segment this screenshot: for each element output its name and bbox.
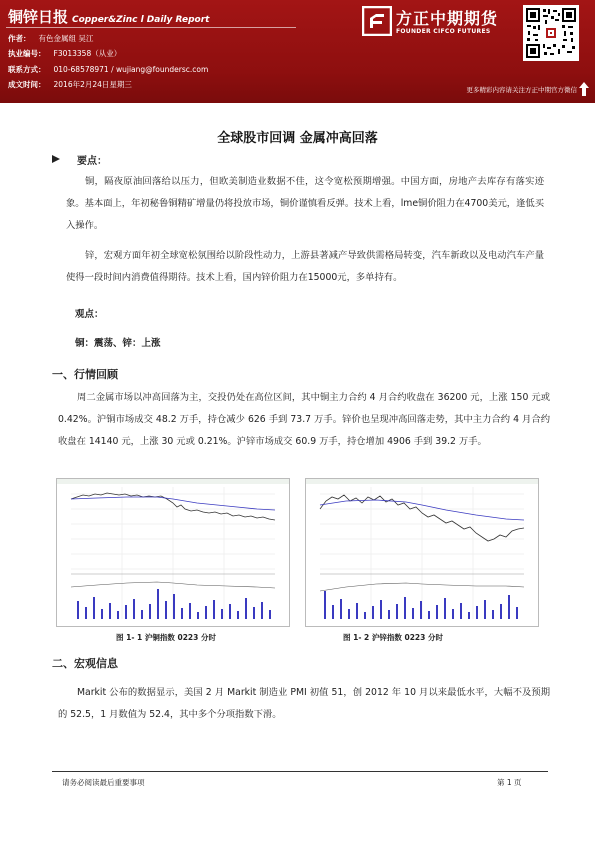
zinc-intraday-chart: [305, 478, 539, 627]
logo-english-name: FOUNDER CIFCO FUTURES: [396, 28, 491, 35]
copper-intraday-chart: [56, 478, 290, 627]
market-review-paragraph: 周二金属市场以冲高回落为主，交投仍处在高位区间，其中铜主力合约 4 月合约收盘在 36200 元，上涨 150 元或 0.42%。沪铜市场成交 48.2 万手，持仓减少 626 手到 73.7 万手。锌价也呈现冲高回落走势，其中主力合约 4 月合约收盘在 14140 元，上涨 30 元或 0.21%。沪锌市场成交 60.9 万手，持仓增加 4906 手到 39.2 万手。: [58, 392, 550, 447]
report-name: 铜锌日报: [8, 8, 69, 26]
document-title: 全球股市回调 金属冲高回落: [217, 131, 378, 146]
macro-info-paragraph: Markit 公布的数据显示，美国 2 月 Markit 制造业 PMI 初值 51，创 2012 年 10 月以来最低水平，大幅不及预期的 52.5，1 月数值为 52.4，其中多个分项指数下滑。: [58, 687, 550, 720]
section-macro-info: 二、宏观信息: [52, 657, 118, 670]
license-label: 执业编号：: [8, 49, 46, 58]
author-line: [8, 33, 93, 44]
key-points-label: 要点：: [77, 156, 107, 167]
date-label: 成文时间：: [8, 80, 46, 89]
footer-divider: [52, 771, 548, 772]
view-label: 观点：: [75, 309, 104, 320]
page-number: 第 1 页: [497, 778, 522, 787]
report-header: [0, 0, 595, 103]
qr-code-icon: [525, 7, 577, 59]
report-subtitle: Copper&Zinc l Daily Report: [72, 15, 210, 25]
bullet-icon: [52, 155, 60, 163]
qr-caption: 更多精彩内容请关注方正中期官方微信: [466, 86, 577, 94]
zinc-key-point: 锌，宏观方面年初全球宽松氛围给以阶段性动力，上游县著减产导致供需格局转变，汽车新政以及电动汽车产量使得一段时间内消费值得期待。技术上看，国内锌价阻力在15000元，多单持有。: [66, 250, 544, 283]
zinc-chart-caption: 图 1- 2 沪锌指数 0223 分时: [343, 633, 443, 642]
company-logo: [362, 4, 512, 44]
section-market-review: 一、行情回顾: [52, 368, 118, 381]
copper-chart-caption: 图 1- 1 沪铜指数 0223 分时: [116, 633, 216, 642]
header-divider: [6, 27, 296, 28]
zinc-intraday-plot: [306, 479, 538, 626]
contact-value: 010-68578971 / wujiang@foundersc.com: [53, 65, 209, 74]
contact-label: 联系方式：: [8, 65, 46, 74]
wechat-qr-code: [523, 5, 579, 61]
founder-logo-icon: [362, 6, 392, 36]
copper-intraday-plot: [57, 479, 289, 626]
date-value: 2016年2月24日星期三: [53, 80, 132, 89]
author-label: 作者：: [8, 34, 31, 43]
author-value: 有色金属组 吴江: [38, 34, 94, 43]
license-line: [8, 48, 121, 59]
date-line: [8, 79, 132, 90]
license-value: F3013358（从业）: [53, 49, 122, 58]
logo-chinese-name: 方正中期期货: [396, 9, 499, 28]
disclaimer-note: 请务必阅读最后重要事项: [62, 778, 145, 787]
contact-line: [8, 64, 208, 75]
view-summary: 铜：震荡、锌：上涨: [75, 338, 161, 349]
arrow-up-icon: [578, 81, 590, 97]
report-title-bar: [8, 6, 209, 27]
copper-key-point: 铜，隔夜原油回落给以压力，但欧美制造业数据不佳，这令宽松预期增强。中国方面，房地产去库存有落实迹象。基本面上，年初秘鲁铜精矿增量仍将投放市场，铜价谨慎看反弹。技术上看，lme铜价阻力在4700美元，逢低买入操作。: [66, 176, 544, 231]
